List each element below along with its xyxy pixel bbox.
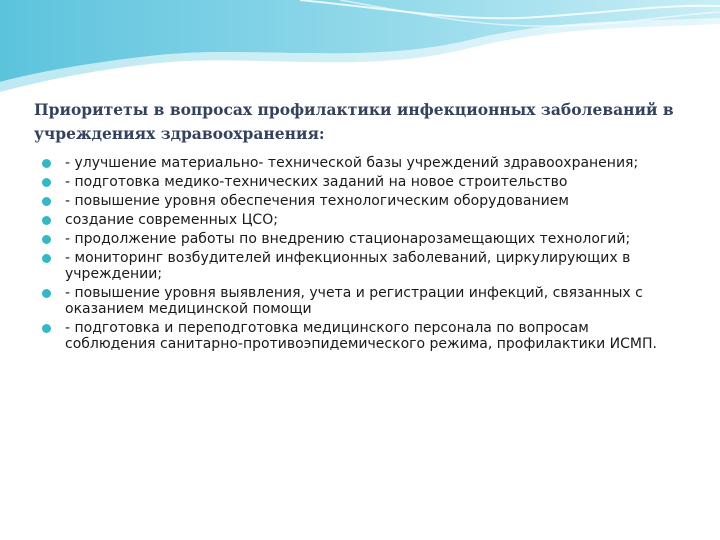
list-item	[42, 155, 682, 171]
list-item-text: - улучшение материально- технической базы учреждений здравоохранения;	[65, 155, 639, 171]
list-item-text: - мониторинг возбудителей инфекционных заболеваний, циркулирующих в учреждении;	[65, 250, 631, 282]
bullet-icon	[42, 159, 51, 168]
header-wave-decoration	[0, 0, 720, 110]
slide-title: Приоритеты в вопросах профилактики инфекционных заболеваний в учреждениях здравоохранения:	[34, 100, 674, 143]
bullet-icon	[42, 235, 51, 244]
list-item-text: - подготовка и переподготовка медицинского персонала по вопросам соблюдения санитарно-противоэпидемического режима, профилактики ИСМП.	[65, 320, 657, 352]
list-item	[42, 320, 682, 352]
list-item	[42, 231, 682, 247]
list-item	[42, 285, 682, 317]
bullet-icon	[42, 324, 51, 333]
bullet-list	[42, 155, 682, 355]
list-item	[42, 250, 682, 282]
list-item	[42, 174, 682, 190]
bullet-icon	[42, 216, 51, 225]
bullet-icon	[42, 254, 51, 263]
bullet-icon	[42, 289, 51, 298]
list-item-text: создание современных ЦСО;	[65, 212, 278, 228]
list-item-text: - подготовка медико-технических заданий на новое строительство	[65, 174, 568, 190]
list-item-text: - продолжение работы по внедрению стационарозамещающих технологий;	[65, 231, 631, 247]
list-item-text: - повышение уровня обеспечения технологическим оборудованием	[65, 193, 569, 209]
list-item	[42, 193, 682, 209]
bullet-icon	[42, 197, 51, 206]
list-item-text: - повышение уровня выявления, учета и регистрации инфекций, связанных с оказанием медицинской помощи	[65, 285, 643, 317]
bullet-icon	[42, 178, 51, 187]
list-item	[42, 212, 682, 228]
